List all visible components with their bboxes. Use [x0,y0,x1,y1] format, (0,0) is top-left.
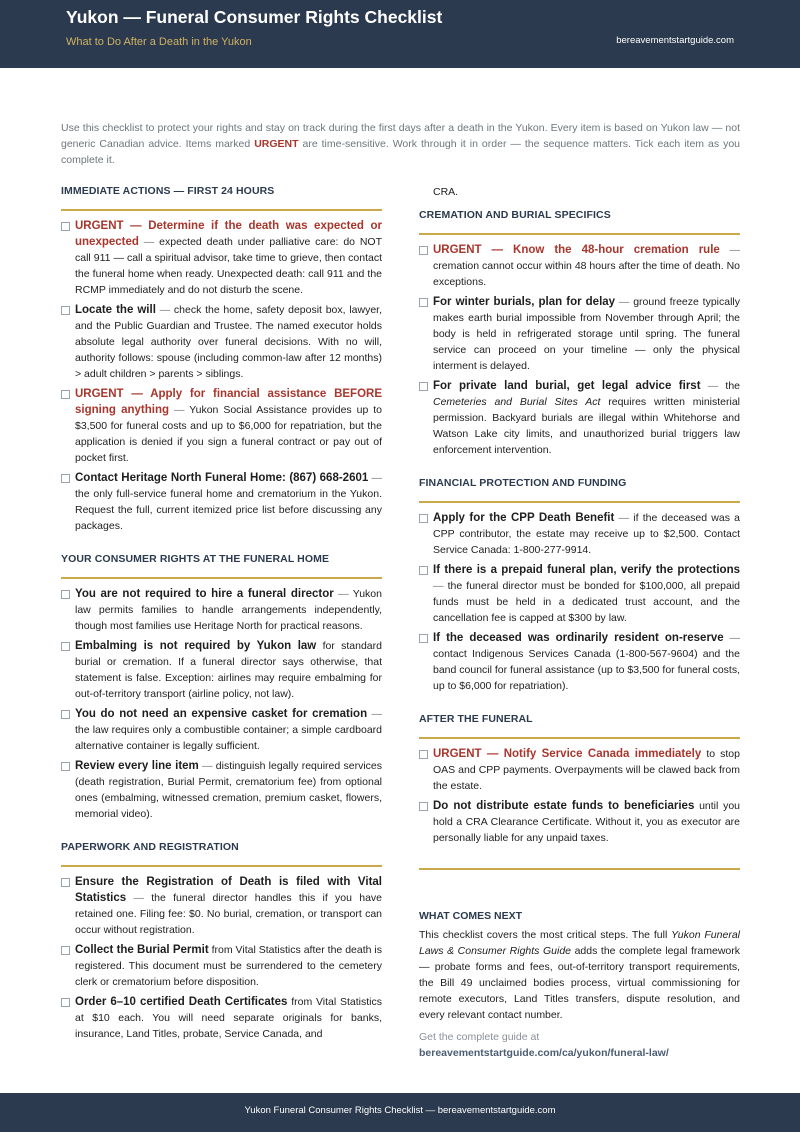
checklist-item [419,378,740,458]
item-body: contact Indigenous Services Canada (1-800-567-9604) and the band council for funeral assistance (up to $3,500 for funeral costs, up to $6,000 for repatriation). [433,648,741,692]
section-title-cremation: CREMATION AND BURIAL SPECIFICS [419,209,611,221]
checklist-item [61,874,382,938]
item-body-act-name: Cemeteries and Burial Sites Act [433,396,601,408]
item-lead: You do not need an expensive casket for cremation [75,708,368,720]
section-title-financial: FINANCIAL PROTECTION AND FUNDING [419,477,627,489]
section-divider [419,737,740,739]
item-body: Yukon Social Assistance provides up to $3,500 for funeral costs and up to $6,000 for repatriation, but the application is denied if you sign a funeral contract or pay out of pocket first. [75,404,382,464]
next-title: WHAT COMES NEXT [419,910,523,922]
section-divider [419,233,740,235]
item-dash: — [729,632,740,644]
section-divider [61,865,382,867]
checkbox[interactable] [419,382,428,391]
item-dash: — [338,588,349,600]
item-lead-urgent: URGENT — Determine if the death was expected or unexpected [75,220,382,248]
item-dash: — [433,580,444,592]
item-dash: — [143,236,155,248]
section-title-rights: YOUR CONSUMER RIGHTS AT THE FUNERAL HOME [61,553,330,565]
checkbox[interactable] [419,634,428,643]
checklist-item [419,510,740,558]
checkbox[interactable] [61,590,70,599]
intro-urgent-word: URGENT [254,138,299,150]
item-body: for standard burial or cremation. If a funeral director says otherwise, that statement is false. Exception: airlines may require embalming for out-of-territory transport (airline policy, not law). [75,640,382,700]
item-body: the only full-service funeral home and crematorium in the Yukon. Request the full, current itemized price list before discussing any packages. [75,488,382,532]
section-title-immediate: IMMEDIATE ACTIONS — FIRST 24 HOURS [61,185,275,197]
item-dash: — [371,472,382,484]
next-body-a: This checklist covers the most critical steps. The full [419,929,672,941]
item-dash: — [173,404,185,416]
item-lead: You are not required to hire a funeral director [75,588,334,600]
right-column [419,184,740,1061]
next-cta: Get the complete guide at [419,1031,540,1043]
checkbox[interactable] [419,750,428,759]
item-body-b: requires written ministerial permission. Backyard burials are illegal within Whitehorse and Watson Lake city limits, and unauthorized burial triggers law enforcement intervention. [433,396,741,456]
section-title-paperwork: PAPERWORK AND REGISTRATION [61,841,239,853]
checklist-item [419,798,740,846]
item-lead-urgent: URGENT — Know the 48-hour cremation rule [433,244,720,256]
checklist-item [61,218,382,298]
item-dash: — [618,512,630,524]
checkbox[interactable] [419,566,428,575]
item-lead: Ensure the Registration of Death is filed with Vital Statistics [75,876,382,904]
checkbox[interactable] [61,642,70,651]
page-subtitle: What to Do After a Death in the Yukon [66,36,252,48]
checkbox[interactable] [419,246,428,255]
item-body-a: the [725,380,741,392]
item-lead: For private land burial, get legal advice first [433,380,701,392]
checkbox[interactable] [61,710,70,719]
next-body-b: adds the complete legal framework — probate forms and fees, out-of-territory transport requirements, the Bill 49 unclaimed bodies process, virtual commissioning for remote executors, Land Titles transfers, dispute resolution, and every relevant contact number. [419,945,740,1021]
item-body: Yukon law permits families to handle arrangements independently, though most families use Heritage North for practical reasons. [75,588,382,632]
closing-divider [419,868,740,870]
guide-link[interactable]: bereavementstartguide.com/ca/yukon/funeral-law/ [419,1047,669,1059]
item-body: the law requires only a combustible container; a simple cardboard alternative container is legally sufficient. [75,724,382,752]
checklist-item [419,630,740,694]
checklist-item [61,386,382,466]
item-dash: — [371,708,382,720]
checkbox[interactable] [419,298,428,307]
checkbox[interactable] [61,222,70,231]
item-body: to stop OAS and CPP payments. Overpayments will be clawed back from the estate. [433,748,740,792]
item-dash: — [133,892,144,904]
checklist-item [61,586,382,634]
checklist-item [419,242,740,290]
item-body: until you hold a CRA Clearance Certificate. Without it, you as executor are personally liable for any unpaid taxes. [433,800,740,844]
checklist-item [61,706,382,754]
checklist-item [61,638,382,702]
checklist-item [419,746,740,794]
checkbox[interactable] [61,946,70,955]
item-lead: Apply for the CPP Death Benefit [433,512,615,524]
checklist-item [61,994,382,1042]
checkbox[interactable] [419,514,428,523]
item-dash: — [202,760,213,772]
item-dash: — [707,380,719,392]
item-lead: For winter burials, plan for delay [433,296,616,308]
item-dash: — [159,304,171,316]
section-divider [61,577,382,579]
item-lead-urgent: URGENT — Apply for financial assistance BEFORE signing anything [75,388,382,416]
item-lead: Locate the will [75,304,156,316]
item-lead: Contact Heritage North Funeral Home: (867) 668-2601 [75,472,369,484]
checkbox[interactable] [61,474,70,483]
checkbox[interactable] [61,878,70,887]
item-body: expected death under palliative care: do NOT call 911 — call a spiritual advisor, take time to grieve, then contact the funeral home when ready. Unexpected death: call 911 and the RCMP immediately and do not disturb the scene. [75,236,383,296]
item-lead: Collect the Burial Permit [75,944,209,956]
checkbox[interactable] [61,306,70,315]
left-column [61,184,382,1046]
intro-paragraph [61,120,740,168]
item-body: if the deceased was a CPP contributor, the estate may receive up to $2,500. Contact Service Canada: 1-800-277-9914. [433,512,740,556]
item-dash: — [618,296,630,308]
checkbox[interactable] [61,762,70,771]
item-lead: Order 6–10 certified Death Certificates [75,996,288,1008]
item-body: cremation cannot occur within 48 hours after the time of death. No exceptions. [433,260,740,288]
item-body: from Vital Statistics at $10 each. You will need separate originals for banks, insurance, Land Titles, probate, Service Canada, and [75,996,382,1040]
checklist-item [61,942,382,990]
section-title-after: AFTER THE FUNERAL [419,713,533,725]
footer-text: Yukon Funeral Consumer Rights Checklist — bereavementstartguide.com [244,1105,556,1116]
item-lead: Embalming is not required by Yukon law [75,640,317,652]
checkbox[interactable] [61,390,70,399]
intro-text-a: Use this checklist to protect your rights and stay on track during the first days after a death in the Yukon. Every item is based on Yukon law — not generic Canadian advice. Items marked [61,122,740,150]
item-lead: Review every line item [75,760,199,772]
intro-text-b: are time-sensitive. Work through it in order — the sequence matters. Tick each item as you complete it. [61,138,740,166]
item-body: check the home, safety deposit box, lawyer, and the Public Guardian and Trustee. The named executor holds absolute legal authority over funeral decisions. With no will, authority follows: spouse (including common-law after 12 months) > adult children > parents > siblings. [75,304,382,380]
page-title: Yukon — Funeral Consumer Rights Checklist [66,7,443,27]
item-dash: — [729,244,740,256]
checklist-item [419,562,740,626]
header-bar [0,0,800,68]
item-body: the funeral director handles this if you have retained one. Filing fee: $0. No burial, cremation, or transport can occur without registration. [75,892,383,936]
section-divider [419,501,740,503]
checkbox[interactable] [61,998,70,1007]
header-site-link[interactable]: bereavementstartguide.com [616,35,734,46]
checklist-item [61,758,382,822]
item-body: ground freeze typically makes earth burial impossible from November through April; the body is held in refrigerated storage until spring. The funeral service can proceed on your timeline — only the physical interment is delayed. [433,296,741,372]
checkbox[interactable] [419,802,428,811]
item-body: the funeral director must be bonded for $100,000, all prepaid funds must be held in a dedicated trust account, and the cancellation fee is capped at $300 by law. [433,580,741,624]
footer-bar [0,1093,800,1132]
item-lead-urgent: URGENT — Notify Service Canada immediately [433,748,702,760]
checklist-item [61,470,382,534]
checklist-item [61,302,382,382]
next-body [419,927,740,1023]
checklist-item [419,294,740,374]
item-body: distinguish legally required services (death registration, Burial Permit, crematorium fee) from optional ones (embalming, witnessed cremation, premium casket, flowers, memorial video). [75,760,382,820]
item-continuation: CRA. [433,186,459,198]
next-guide-name: Yukon Funeral Laws & Consumer Rights Guide [419,929,740,957]
item-lead: Do not distribute estate funds to beneficiaries [433,800,695,812]
section-divider [61,209,382,211]
item-lead: If the deceased was ordinarily resident on-reserve [433,632,724,644]
item-lead: If there is a prepaid funeral plan, verify the protections [433,564,740,576]
item-body: from Vital Statistics after the death is registered. This document must be surrendered to the cemetery clerk or crematorium before disposition. [75,944,383,988]
